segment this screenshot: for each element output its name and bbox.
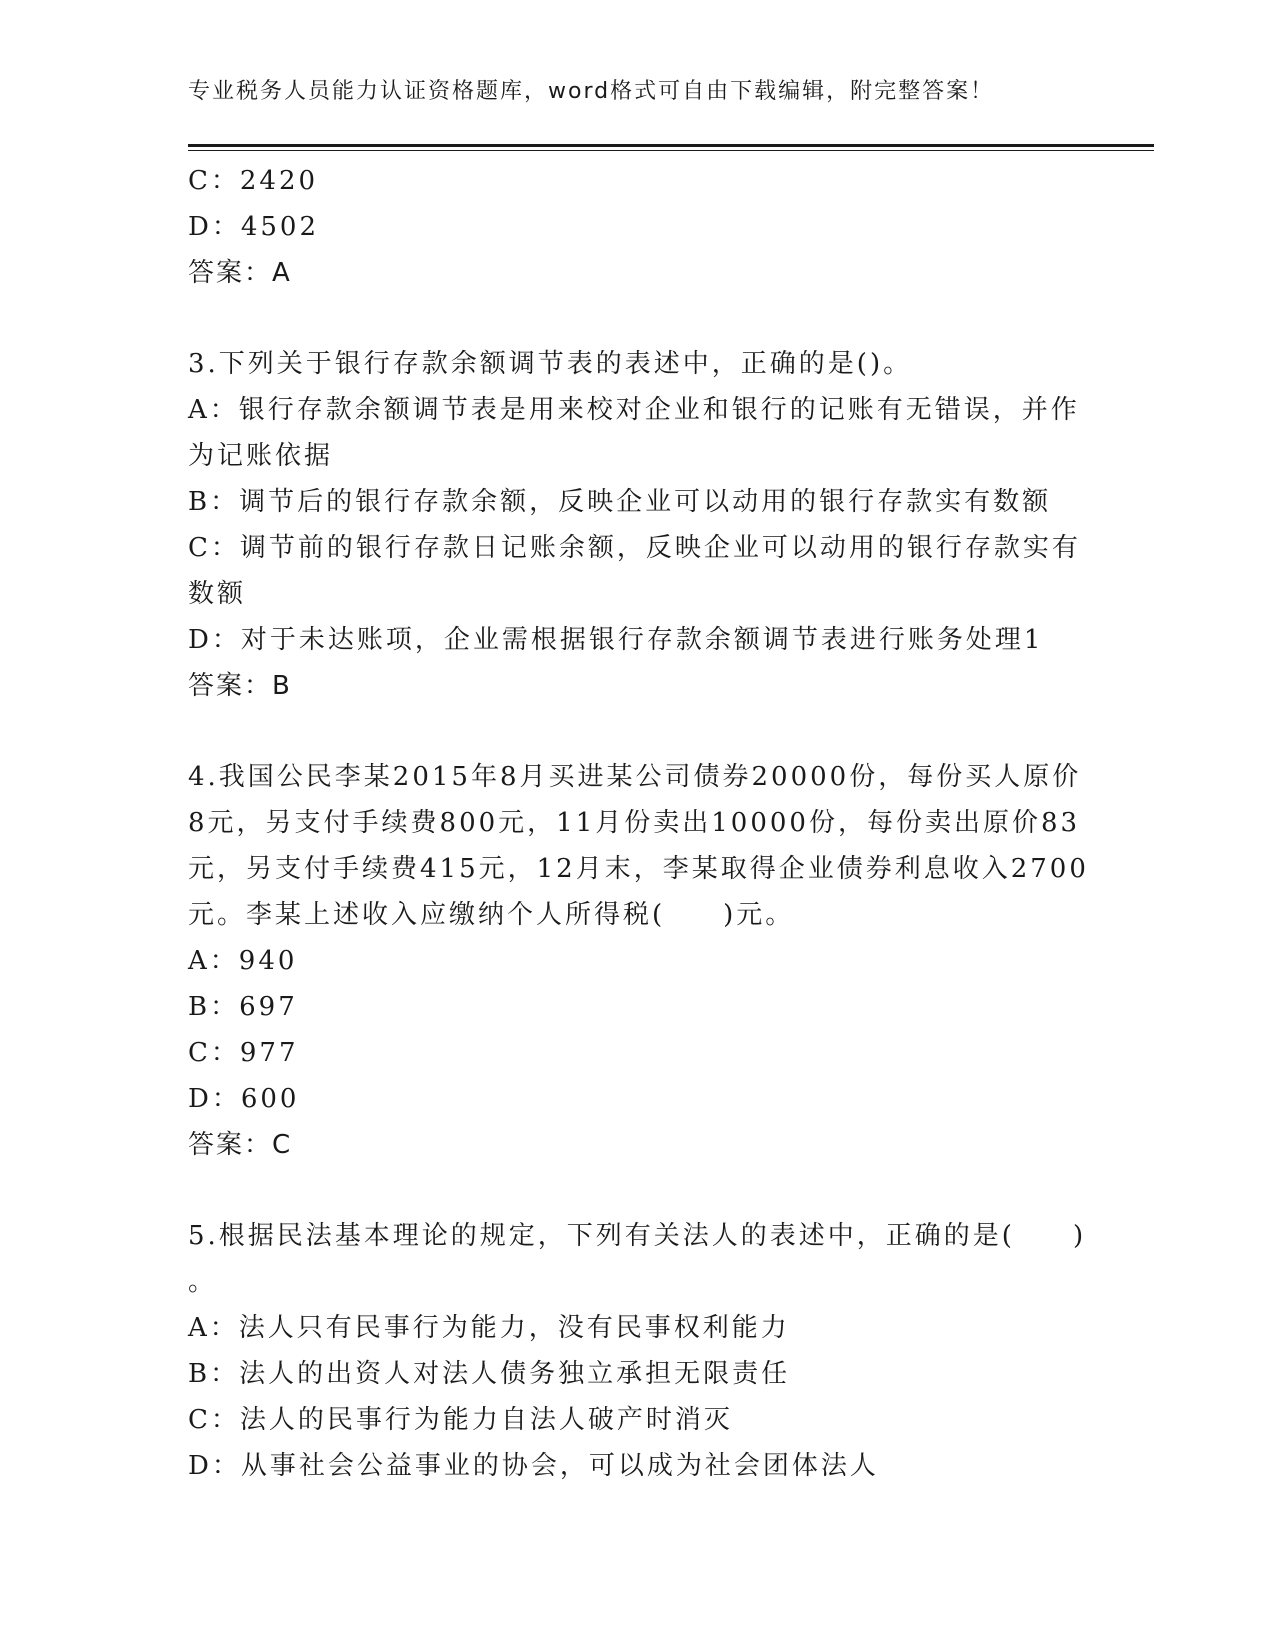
option-d: D：从事社会公益事业的协会，可以成为社会团体法人 bbox=[188, 1451, 879, 1481]
option-c: C：2420 bbox=[188, 166, 319, 196]
question-text-continued: 元。李某上述收入应缴纳个人所得税( )元。 bbox=[188, 900, 795, 930]
option-a: A：940 bbox=[188, 946, 298, 976]
option-d: D：4502 bbox=[188, 212, 320, 242]
question-text-continued: 元，另支付手续费415元，12月末，李某取得企业债券利息收入2700 bbox=[188, 854, 1089, 884]
option-c: C：法人的民事行为能力自法人破产时消灭 bbox=[188, 1405, 733, 1435]
option-d: D：600 bbox=[188, 1084, 300, 1114]
question-2-tail bbox=[188, 158, 1088, 296]
question-text: 5.根据民法基本理论的规定，下列有关法人的表述中，正确的是( ) bbox=[188, 1221, 1087, 1251]
header-rule-thick bbox=[188, 144, 1154, 147]
spacer bbox=[188, 709, 1088, 754]
question-5 bbox=[188, 1213, 1088, 1489]
question-3 bbox=[188, 341, 1088, 709]
answer-line: 答案：B bbox=[188, 671, 292, 701]
option-c: C：调节前的银行存款日记账余额，反映企业可以动用的银行存款实有 bbox=[188, 533, 1081, 563]
spacer bbox=[188, 1168, 1088, 1213]
question-text-continued: 。 bbox=[188, 1267, 218, 1297]
option-d: D：对于未达账项，企业需根据银行存款余额调节表进行账务处理1 bbox=[188, 625, 1044, 655]
question-text: 3.下列关于银行存款余额调节表的表述中，正确的是()。 bbox=[188, 349, 913, 379]
spacer bbox=[188, 296, 1088, 341]
question-text: 4.我国公民李某2015年8月买进某公司债券20000份，每份买人原价 bbox=[188, 762, 1082, 792]
option-c-continued: 数额 bbox=[188, 579, 247, 609]
option-b: B：697 bbox=[188, 992, 298, 1022]
page-header: 专业税务人员能力认证资格题库，word格式可自由下载编辑，附完整答案！ bbox=[188, 79, 995, 104]
option-a: A：银行存款余额调节表是用来校对企业和银行的记账有无错误，并作 bbox=[188, 395, 1080, 425]
answer-line: 答案：A bbox=[188, 258, 292, 288]
header-rule-thin bbox=[188, 150, 1154, 151]
option-a-continued: 为记账依据 bbox=[188, 441, 334, 471]
option-a: A：法人只有民事行为能力，没有民事权利能力 bbox=[188, 1313, 790, 1343]
option-c: C：977 bbox=[188, 1038, 299, 1068]
question-4 bbox=[188, 754, 1088, 1168]
option-b: B：法人的出资人对法人债务独立承担无限责任 bbox=[188, 1359, 791, 1389]
option-b: B：调节后的银行存款余额，反映企业可以动用的银行存款实有数额 bbox=[188, 487, 1052, 517]
answer-line: 答案：C bbox=[188, 1130, 293, 1160]
question-text-continued: 8元，另支付手续费800元，11月份卖出10000份，每份卖出原价83 bbox=[188, 808, 1081, 838]
question-content bbox=[188, 158, 1088, 1489]
